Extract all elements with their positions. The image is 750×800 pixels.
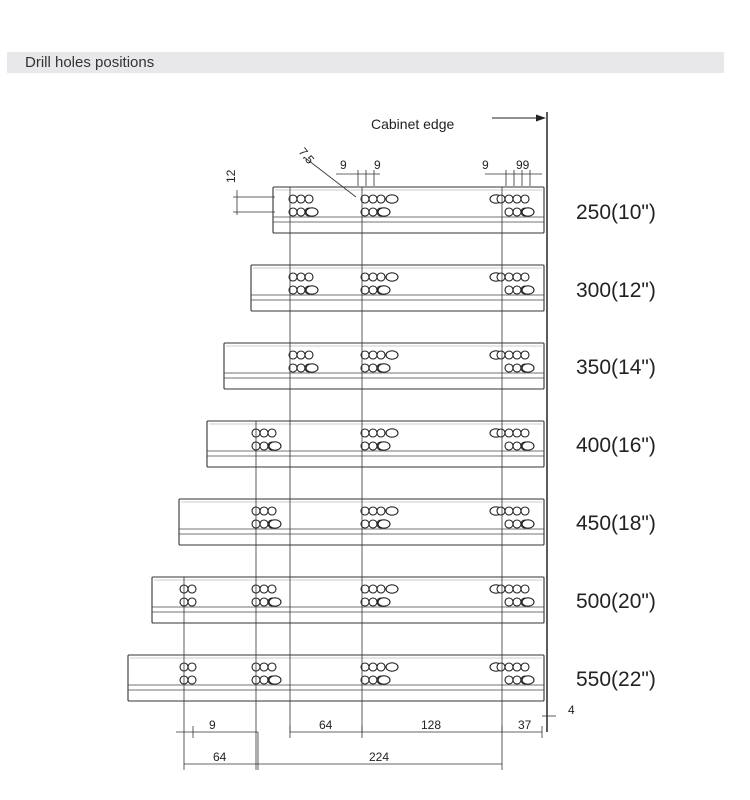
rail-350-hole [505, 364, 513, 372]
rail-500-hole [497, 585, 505, 593]
rail-250-hole [521, 195, 529, 203]
size-label-550: 550(22") [576, 668, 656, 691]
rail-250-hole [497, 195, 505, 203]
dim-bottom-37: 37 [518, 718, 532, 732]
rail-550-slot [386, 663, 398, 671]
dim-top-9b: 9 [374, 158, 381, 172]
rail-400-hole [377, 429, 385, 437]
rail-400-slot [386, 429, 398, 437]
rail-350-hole [377, 351, 385, 359]
rail-450-hole [513, 520, 521, 528]
dim-bottom-64b: 64 [213, 750, 227, 764]
rail-550-hole [521, 663, 529, 671]
rail-350-hole [513, 351, 521, 359]
rail-body [152, 577, 544, 623]
rail-250-hole [369, 195, 377, 203]
rail-450-hole [369, 520, 377, 528]
rail-350-slot [522, 364, 534, 372]
rail-350-hole [369, 364, 377, 372]
rail-400-hole [513, 429, 521, 437]
rail-400-hole [369, 442, 377, 450]
rail-250-hole [505, 195, 513, 203]
rail-500-hole [260, 598, 268, 606]
rail-450-slot [378, 520, 390, 528]
rail-300-hole [497, 273, 505, 281]
rail-400-hole [268, 429, 276, 437]
dim-bottom-128: 128 [421, 718, 442, 732]
cabinet-edge-arrow-head [536, 115, 546, 122]
rail-300-hole [377, 273, 385, 281]
rail-500-hole [521, 585, 529, 593]
rail-250-hole [305, 195, 313, 203]
rail-450-hole [260, 507, 268, 515]
rail-300-hole [513, 273, 521, 281]
rail-450-slot [386, 507, 398, 515]
rail-300-slot [306, 286, 318, 294]
rail-550 [128, 655, 544, 701]
rail-300-hole [513, 286, 521, 294]
bottom-dimension-lines [176, 716, 556, 770]
rail-550-slot [378, 676, 390, 684]
rail-500-hole [369, 598, 377, 606]
rail-550-hole [188, 663, 196, 671]
rail-400-slot [378, 442, 390, 450]
rail-400-hole [505, 442, 513, 450]
rail-500-slot [522, 598, 534, 606]
rail-550-hole [268, 663, 276, 671]
rail-250-slot [378, 208, 390, 216]
rail-500-hole [188, 585, 196, 593]
rail-450-hole [369, 507, 377, 515]
dim-bottom-9: 9 [209, 718, 216, 732]
rail-350-hole [513, 364, 521, 372]
rail-300-hole [369, 286, 377, 294]
rail-400-slot [269, 442, 281, 450]
rail-550-hole [188, 676, 196, 684]
rail-250-hole [369, 208, 377, 216]
rail-350-slot [306, 364, 318, 372]
rail-500-hole [260, 585, 268, 593]
size-label-450: 450(18") [576, 512, 656, 535]
rail-300 [251, 265, 544, 311]
rail-350-hole [369, 351, 377, 359]
dim-top-9c: 9 [482, 158, 489, 172]
rail-450-hole [377, 507, 385, 515]
rail-250-hole [505, 208, 513, 216]
rail-300-hole [297, 286, 305, 294]
rail-350-hole [505, 351, 513, 359]
size-label-350: 350(14") [576, 356, 656, 379]
rail-300-slot [522, 286, 534, 294]
rail-500-slot [386, 585, 398, 593]
rail-400-slot [522, 442, 534, 450]
rail-400-hole [513, 442, 521, 450]
rail-550-hole [505, 676, 513, 684]
rail-400-hole [369, 429, 377, 437]
rail-300-hole [505, 286, 513, 294]
rail-500-hole [369, 585, 377, 593]
rail-500-hole [505, 598, 513, 606]
rail-550-hole [369, 676, 377, 684]
rail-300-slot [386, 273, 398, 281]
rail-400-hole [260, 442, 268, 450]
rail-550-slot [269, 676, 281, 684]
rail-500 [152, 577, 544, 623]
rail-450-slot [522, 520, 534, 528]
rail-450-hole [505, 507, 513, 515]
dim-top-9a: 9 [340, 158, 347, 172]
rails-group [128, 187, 544, 701]
rail-550-hole [505, 663, 513, 671]
rail-450-hole [497, 507, 505, 515]
rail-500-hole [377, 585, 385, 593]
rail-450-hole [505, 520, 513, 528]
rail-500-slot [378, 598, 390, 606]
rail-450-hole [521, 507, 529, 515]
rail-500-hole [188, 598, 196, 606]
rail-300-hole [297, 273, 305, 281]
rail-250-hole [513, 208, 521, 216]
rail-500-slot [269, 598, 281, 606]
rail-500-hole [513, 585, 521, 593]
rail-350-hole [521, 351, 529, 359]
size-label-250: 250(10") [576, 201, 656, 224]
rail-450-hole [513, 507, 521, 515]
rail-400-hole [260, 429, 268, 437]
size-label-500: 500(20") [576, 590, 656, 613]
rail-250-hole [377, 195, 385, 203]
rail-350-slot [386, 351, 398, 359]
rail-300-hole [369, 273, 377, 281]
size-label-400: 400(16") [576, 434, 656, 457]
rail-450-hole [268, 507, 276, 515]
rail-550-hole [260, 676, 268, 684]
rail-250-slot [522, 208, 534, 216]
rail-300-hole [505, 273, 513, 281]
rail-550-slot [522, 676, 534, 684]
rail-500-hole [505, 585, 513, 593]
rail-300-hole [521, 273, 529, 281]
dim-bottom-4: 4 [568, 703, 575, 717]
rail-450-slot [269, 520, 281, 528]
rail-400-hole [505, 429, 513, 437]
rail-250-hole [513, 195, 521, 203]
rail-550-hole [513, 663, 521, 671]
rail-450 [179, 499, 544, 545]
dim-angle: 7.5 [295, 144, 318, 167]
rail-350-hole [305, 351, 313, 359]
cabinet-edge-label: Cabinet edge [371, 116, 455, 132]
rail-350-hole [497, 351, 505, 359]
rail-400-hole [497, 429, 505, 437]
rail-350-hole [297, 364, 305, 372]
rail-250 [273, 187, 544, 233]
rail-400-hole [521, 429, 529, 437]
dim-bottom-64: 64 [319, 718, 333, 732]
rail-250-slot [386, 195, 398, 203]
rail-250-hole [297, 208, 305, 216]
rail-500-hole [513, 598, 521, 606]
rail-350-slot [378, 364, 390, 372]
rail-550-hole [260, 663, 268, 671]
rail-250-slot [306, 208, 318, 216]
rail-550-hole [497, 663, 505, 671]
rail-250-hole [297, 195, 305, 203]
rail-550-hole [513, 676, 521, 684]
section-title: Drill holes positions [25, 54, 155, 71]
rail-450-hole [260, 520, 268, 528]
rail-350 [224, 343, 544, 389]
dim-12: 12 [224, 169, 238, 183]
rail-300-hole [305, 273, 313, 281]
rail-500-hole [268, 585, 276, 593]
dim-bottom-224: 224 [369, 750, 390, 764]
rail-300-slot [378, 286, 390, 294]
rail-550-hole [377, 663, 385, 671]
rail-550-hole [369, 663, 377, 671]
dim-top-99: 99 [516, 158, 530, 172]
size-label-300: 300(12") [576, 279, 656, 302]
rail-400 [207, 421, 544, 467]
rail-350-hole [297, 351, 305, 359]
